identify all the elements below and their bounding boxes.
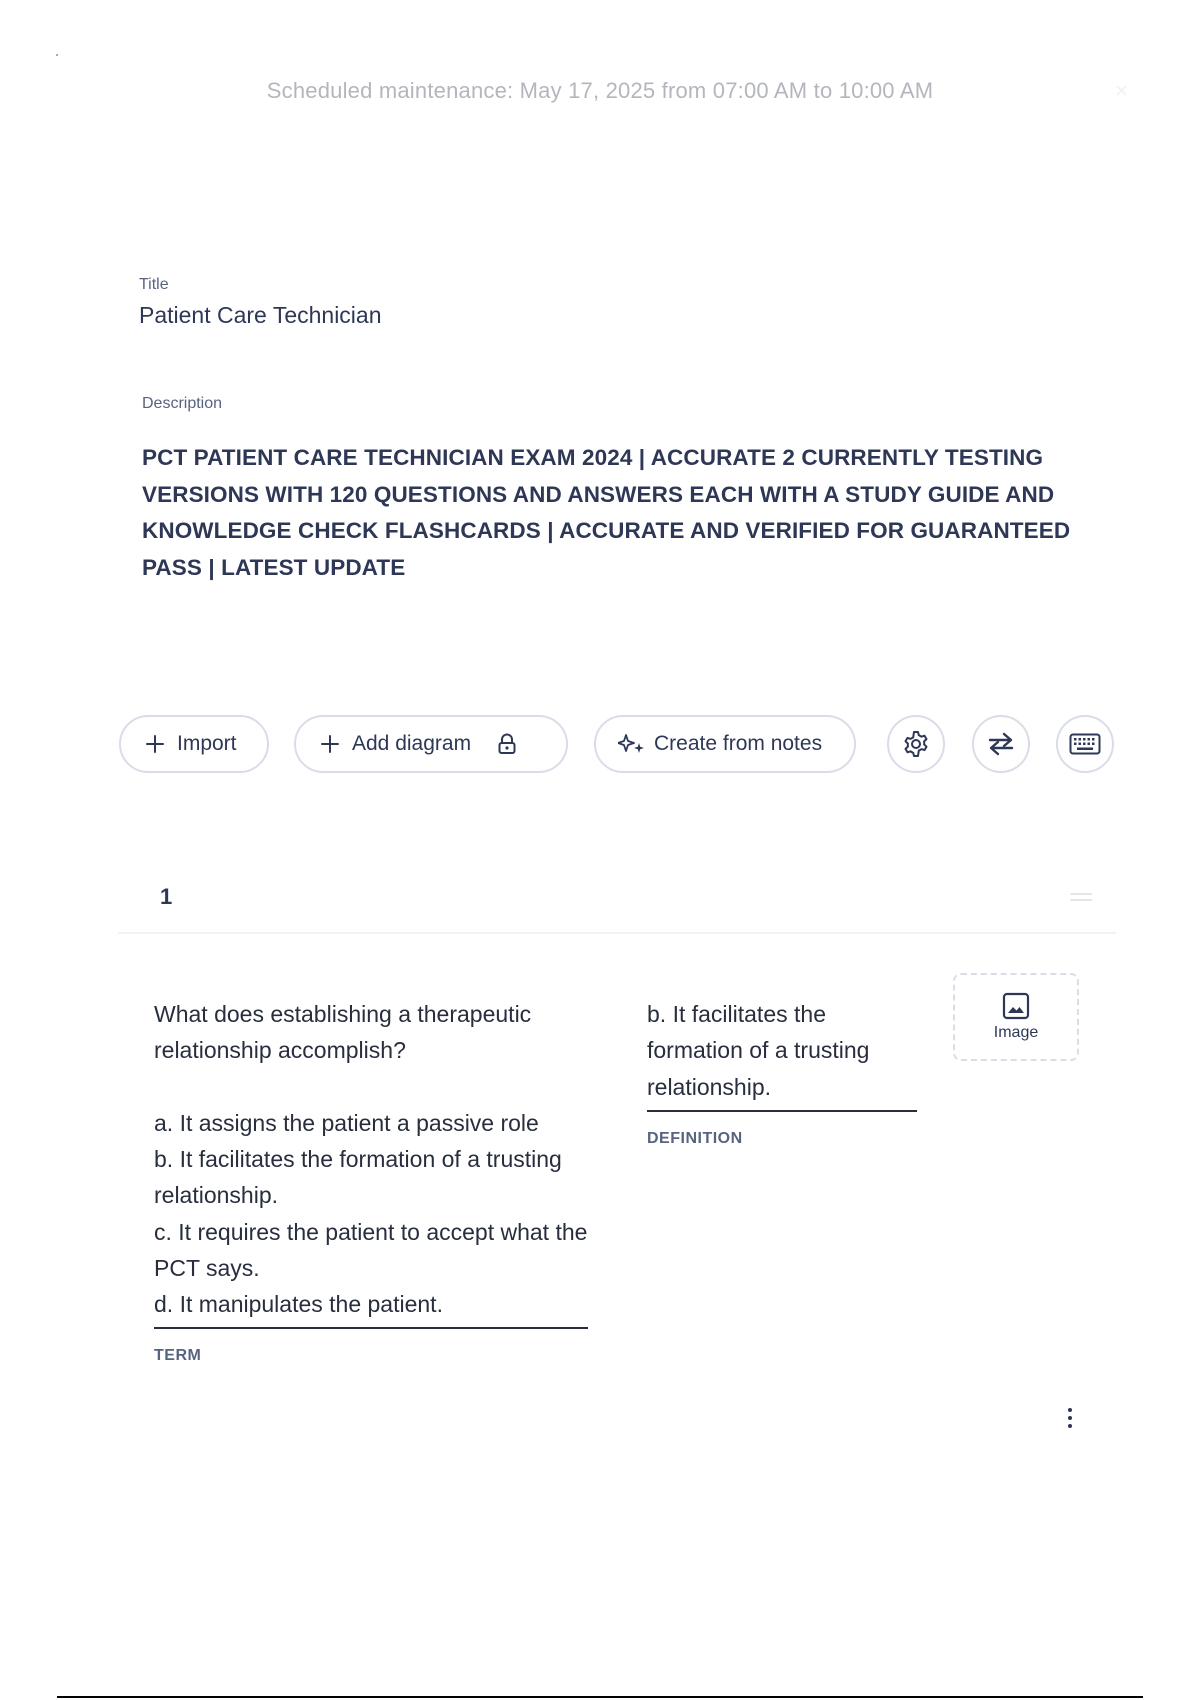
description-input[interactable]: PCT PATIENT CARE TECHNICIAN EXAM 2024 | ACCURATE 2 CURRENTLY TESTING VERSIONS WITH 120 QUESTIONS AND ANSWERS EACH WITH A STUDY GUIDE AND KNOWLEDGE CHECK FLASHCARDS | ACCURATE AND VERIFIED FOR GUARANTEED PASS | LATEST UPDATE: [142, 445, 1071, 580]
definition-underline: [647, 1110, 917, 1112]
keyboard-icon: [1069, 733, 1101, 755]
plus-icon: [320, 734, 340, 754]
maintenance-banner: Scheduled maintenance: May 17, 2025 from 07:00 AM to 10:00 AM: [266, 78, 934, 103]
stray-dot: [56, 54, 58, 56]
settings-icon: [901, 729, 931, 759]
swap-icon: [986, 731, 1016, 757]
title-label: Title: [139, 276, 169, 293]
toolbar: [0, 715, 1200, 777]
add-image-button[interactable]: [953, 973, 1079, 1061]
settings-button[interactable]: [887, 715, 945, 773]
more-options-icon[interactable]: [1066, 1406, 1074, 1430]
create-from-notes-label: Create from notes: [654, 732, 823, 755]
title-input[interactable]: Patient Care Technician: [139, 302, 382, 328]
term-input[interactable]: What does establishing a therapeutic relationship accomplish? a. It assigns the patient a passive role b. It facilitates the formation of a trusting relationship. c. It requires the patient to accept what the PCT says. d. It manipulates the patient.: [154, 1001, 588, 1318]
import-label: Import: [177, 732, 237, 755]
term-underline: [154, 1327, 588, 1329]
lock-icon: [497, 733, 517, 755]
image-icon: [1002, 992, 1030, 1020]
definition-input[interactable]: b. It facilitates the formation of a trusting relationship.: [647, 1001, 870, 1100]
image-label: Image: [993, 1024, 1039, 1041]
add-diagram-button[interactable]: [294, 715, 568, 773]
banner-close-button[interactable]: ×: [1115, 78, 1128, 103]
create-from-notes-button[interactable]: [594, 715, 856, 773]
term-label: TERM: [154, 1347, 202, 1364]
add-diagram-label: Add diagram: [352, 732, 472, 755]
keyboard-button[interactable]: [1056, 715, 1114, 773]
import-button[interactable]: [119, 715, 269, 773]
swap-button[interactable]: [972, 715, 1030, 773]
bottom-rule: [57, 1696, 1143, 1698]
sparkle-icon: [618, 733, 646, 755]
drag-handle-icon[interactable]: [1070, 890, 1092, 904]
card-divider: [118, 932, 1116, 934]
plus-icon: [145, 734, 165, 754]
definition-label: DEFINITION: [647, 1130, 743, 1147]
card-number: 1: [160, 884, 173, 909]
description-label: Description: [142, 395, 223, 412]
